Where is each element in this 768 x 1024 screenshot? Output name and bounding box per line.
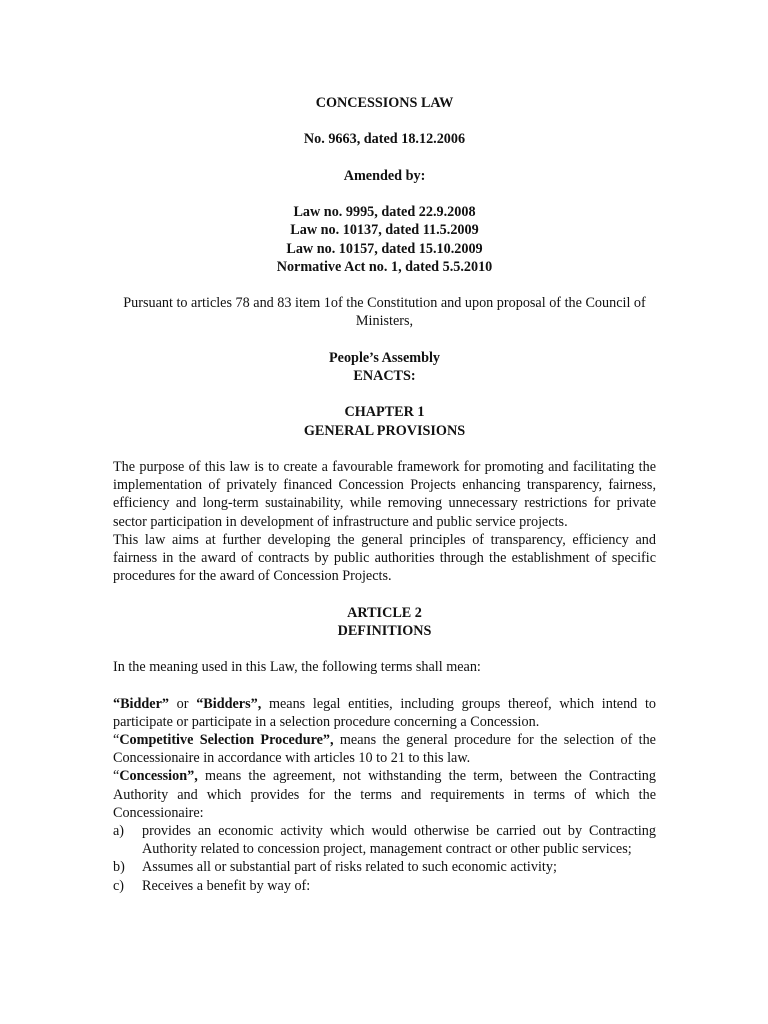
list-marker: c) (113, 877, 125, 894)
amendment-item: Law no. 9995, dated 22.9.2008 (293, 204, 476, 221)
open-quote: “ (113, 768, 120, 785)
law-number: No. 9663, dated 18.12.2006 (303, 131, 466, 148)
definition-bidder (113, 695, 656, 731)
list-item (113, 858, 656, 876)
open-quote: “ (113, 731, 120, 748)
list-marker: a) (113, 822, 125, 839)
chapter-heading: CHAPTER 1 (344, 404, 425, 421)
definition-term: “Bidders”, (196, 695, 262, 712)
assembly-heading: People’s Assembly (329, 349, 440, 366)
document-title: CONCESSIONS LAW (315, 95, 454, 111)
spacer (113, 640, 656, 658)
definition-text: means the agreement, not withstanding the term, between the Contracting Authority and which provides for the terms and requirements in terms of which the Concessionaire: (113, 768, 656, 821)
amended-by-label: Amended by: (343, 167, 426, 184)
definition-term: “Bidder” (113, 695, 169, 712)
amendment-item: Normative Act no. 1, dated 5.5.2010 (276, 258, 493, 275)
definition-concession (113, 767, 656, 822)
list-marker: b) (113, 859, 125, 876)
spacer (113, 585, 656, 603)
definition-text: means the general procedure for the selection of the Concessionaire in accordance with articles 10 to 21 to this law. (113, 731, 656, 767)
spacer (113, 112, 656, 130)
preamble-text: Pursuant to articles 78 and 83 item 1of the Constitution and upon proposal of the Council of Ministers, (123, 295, 646, 330)
article-subheading: DEFINITIONS (337, 622, 432, 639)
definition-term: Competitive Selection Procedure”, (119, 731, 334, 748)
article-heading: ARTICLE 2 (347, 604, 422, 621)
spacer (113, 385, 656, 403)
list-item (113, 822, 656, 858)
list-item-text: provides an economic activity which would otherwise be carried out by Contracting Authority related to concession project, management contract or other public services; (142, 822, 656, 858)
aims-paragraph: This law aims at further developing the general principles of transparency, efficiency and fairness in the award of contracts by public authorities through the establishment of specific procedures for the award of Concession Projects. (113, 531, 656, 585)
definition-text: means legal entities, including groups thereof, which intend to participate or participate in a selection procedure concerning a Concession. (113, 695, 656, 730)
spacer (113, 149, 656, 167)
amendment-item: Law no. 10157, dated 15.10.2009 (286, 240, 483, 257)
definition-competitive-selection (113, 731, 656, 767)
spacer (113, 185, 656, 203)
spacer (113, 276, 656, 294)
spacer (113, 440, 656, 458)
spacer (113, 676, 656, 694)
chapter-subheading: GENERAL PROVISIONS (303, 422, 466, 439)
list-item-text: Assumes all or substantial part of risks related to such economic activity; (142, 859, 557, 876)
enacts-heading: ENACTS: (353, 367, 416, 384)
purpose-paragraph: The purpose of this law is to create a favourable framework for promoting and facilitating the implementation of privately financed Concession Projects enhancing transparency, fairness, efficiency and long-term sustainability, while removing unnecessary restrictions for private sector participation in development of infrastructure and public service projects. (113, 458, 656, 530)
amendment-item: Law no. 10137, dated 11.5.2009 (290, 222, 479, 239)
definitions-intro: In the meaning used in this Law, the following terms shall mean: (113, 659, 481, 676)
spacer (113, 331, 656, 349)
definition-term: Concession”, (119, 768, 198, 785)
list-item (113, 877, 656, 895)
list-item-text: Receives a benefit by way of: (142, 877, 311, 894)
definition-connector: or (168, 695, 197, 712)
